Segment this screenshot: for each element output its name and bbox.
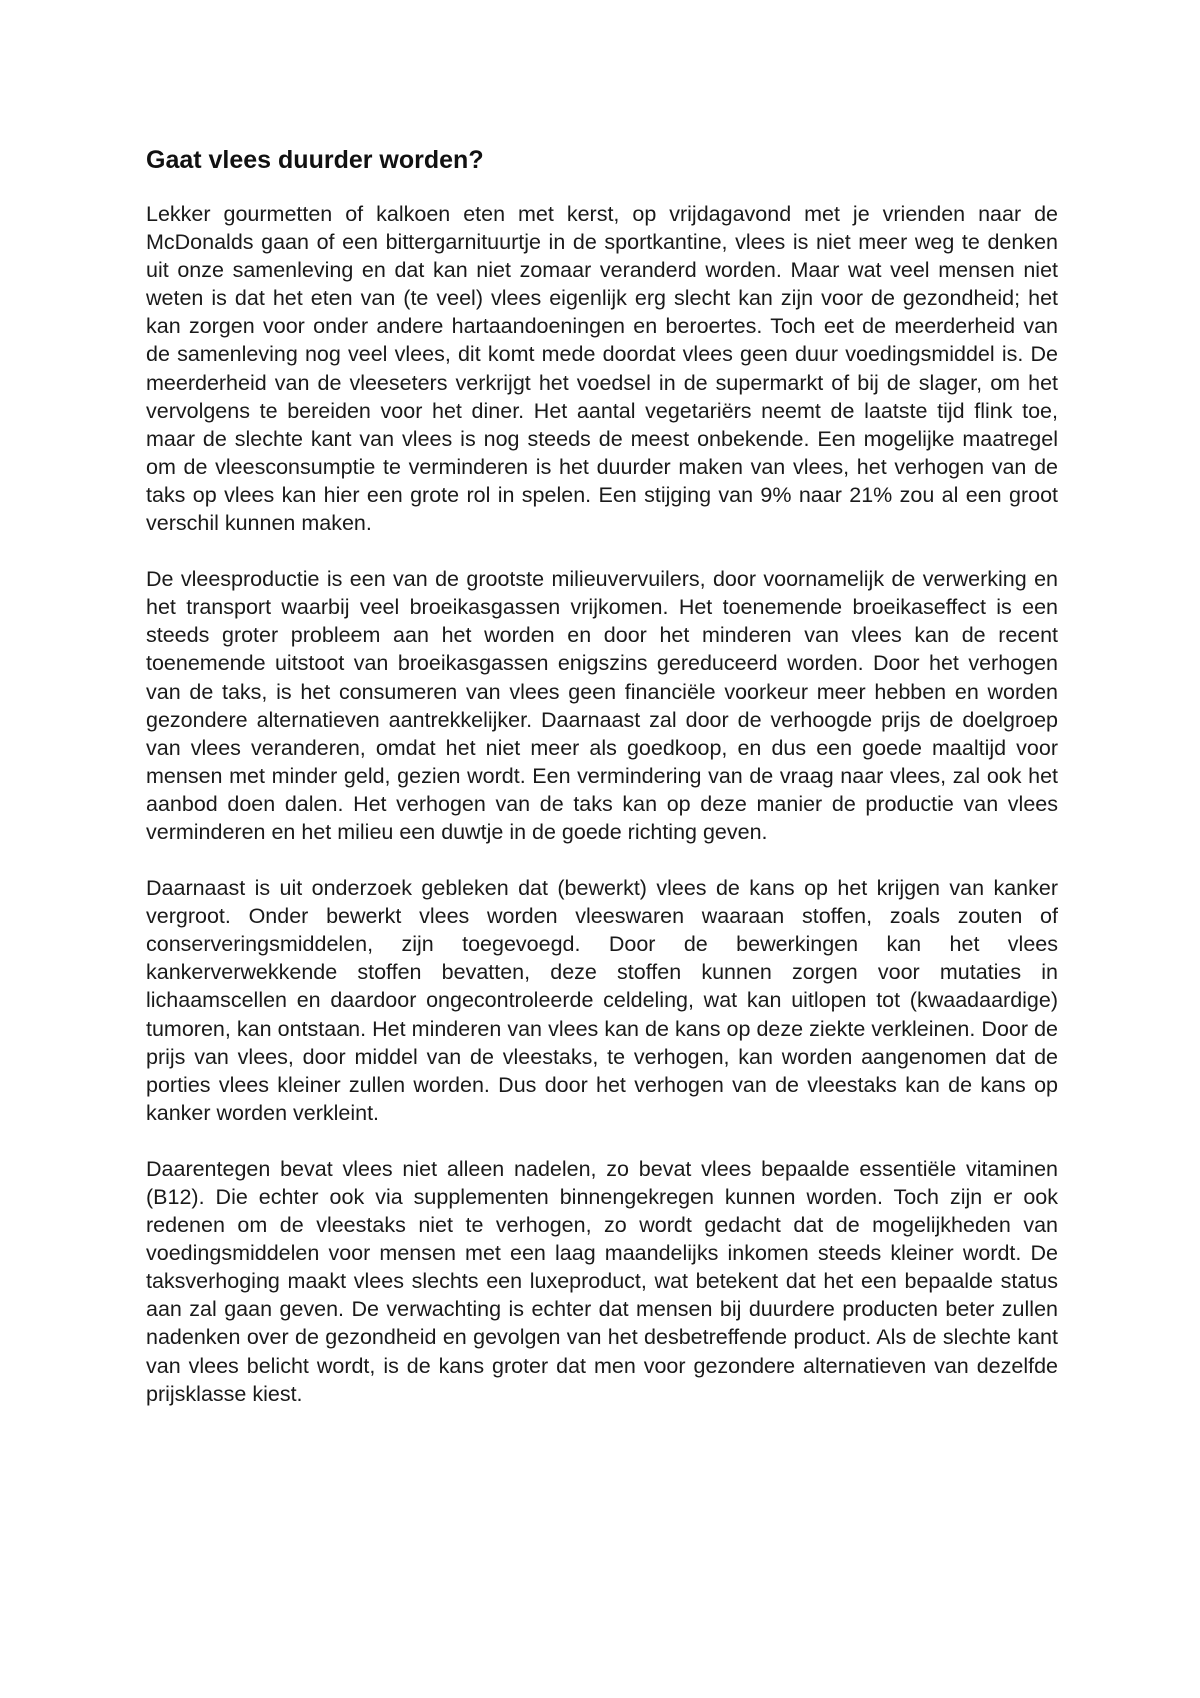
paragraph-environment: De vleesproductie is een van de grootste milieuvervuilers, door voornamelijk de verwerking en het transport waarbij veel broeikasgassen vrijkomen. Het toenemende broeikaseffect is een steeds groter probleem aan het worden en door het minderen van vlees kan de recent toenemende uitstoot van broeikasgassen enigszins gereduceerd worden. Door het verhogen van de taks, is het consumeren van vlees geen financiële voorkeur meer hebben en worden gezondere alternatieven aantrekkelijker. Daarnaast zal door de verhoogde prijs de doelgroep van vlees veranderen, omdat het niet meer als goedkoop, en dus een goede maaltijd voor mensen met minder geld, gezien wordt. Een vermindering van de vraag naar vlees, zal ook het aanbod doen dalen. Het verhogen van de taks kan op deze manier de productie van vlees verminderen en het milieu een duwtje in de goede richting geven. (146, 567, 1058, 844)
document-body (146, 144, 1058, 1436)
paragraph-intro: Lekker gourmetten of kalkoen eten met kerst, op vrijdagavond met je vrienden naar de McDonalds gaan of een bittergarnituurtje in de sportkantine, vlees is niet meer weg te denken uit onze samenleving en dat kan niet zomaar veranderd worden. Maar wat veel mensen niet weten is dat het eten van (te veel) vlees eigenlijk erg slecht kan zijn voor de gezondheid; het kan zorgen voor onder andere hartaandoeningen en beroertes. Toch eet de meerderheid van de samenleving nog veel vlees, dit komt mede doordat vlees geen duur voedingsmiddel is. De meerderheid van de vleeseters verkrijgt het voedsel in de supermarkt of bij de slager, om het vervolgens te bereiden voor het diner. Het aantal vegetariërs neemt de laatste tijd flink toe, maar de slechte kant van vlees is nog steeds de meest onbekende. Een mogelijke maatregel om de vleesconsumptie te verminderen is het duurder maken van vlees, het verhogen van de taks op vlees kan hier een grote rol in spelen. Een stijging van 9% naar 21% zou al een groot verschil kunnen maken. (146, 202, 1058, 536)
document-title: Gaat vlees duurder worden? (146, 146, 484, 174)
paragraph-counterarguments: Daarentegen bevat vlees niet alleen nadelen, zo bevat vlees bepaalde essentiële vitaminen (B12). Die echter ook via supplementen binnengekregen kunnen worden. Toch zijn er ook redenen om de vleestaks niet te verhogen, zo wordt gedacht dat de mogelijkheden van voedingsmiddelen voor mensen met een laag maandelijks inkomen steeds kleiner wordt. De taksverhoging maakt vlees slechts een luxeproduct, wat betekent dat het een bepaalde status aan zal gaan geven. De verwachting is echter dat mensen bij duurdere producten beter zullen nadenken over de gezondheid en gevolgen van het desbetreffende product. Als de slechte kant van vlees belicht wordt, is de kans groter dat men voor gezondere alternatieven van dezelfde prijsklasse kiest. (146, 1156, 1058, 1406)
paragraph-health: Daarnaast is uit onderzoek gebleken dat (bewerkt) vlees de kans op het krijgen van kanker vergroot. Onder bewerkt vlees worden vleeswaren waaraan stoffen, zoals zouten of conserveringsmiddelen, zijn toegevoegd. Door de bewerkingen kan het vlees kankerverwekkende stoffen bevatten, deze stoffen kunnen zorgen voor mutaties in lichaamscellen en daardoor ongecontroleerde celdeling, wat kan uitlopen tot (kwaadaardige) tumoren, kan ontstaan. Het minderen van vlees kan de kans op deze ziekte verkleinen. Door de prijs van vlees, door middel van de vleestaks, te verhogen, kan worden aangenomen dat de porties vlees kleiner zullen worden. Dus door het verhogen van de vleestaks kan de kans op kanker worden verkleint. (146, 876, 1058, 1125)
